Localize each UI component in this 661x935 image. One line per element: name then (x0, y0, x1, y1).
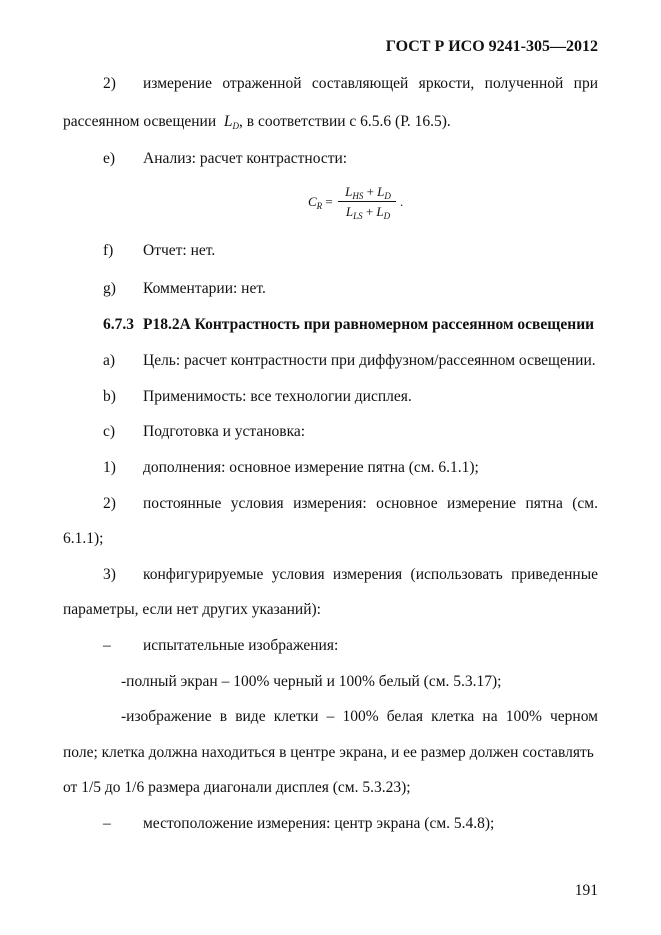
section-number: 6.7.3 (103, 316, 134, 333)
symbol-subscript: D (232, 121, 240, 131)
text-fragment: , в соответствии с 6.5.6 (Р. 16.5). (239, 113, 451, 130)
list-item-text: Отчет: нет. (143, 242, 216, 259)
list-item-text: измерение отраженной составляющей яркости, полученной при (143, 75, 598, 92)
list-item-text: постоянные условия измерения: основное измерение пятна (см. (143, 495, 598, 512)
formula-numerator: $L_{HS} + L_D$ (345, 184, 391, 201)
formula-lhs: $C_R$ = (308, 194, 333, 211)
list-marker: b) (103, 388, 116, 405)
list-item-text: испытательные изображения: (143, 637, 339, 654)
page-number: 191 (574, 882, 598, 899)
list-item-text: Подготовка и установка: (143, 423, 306, 440)
formula-denominator: $L_{LS} + L_D$ (345, 204, 391, 221)
list-item-continuation: 6.1.1); (63, 530, 104, 547)
list-item-text: Анализ: расчет контрастности: (143, 150, 348, 167)
list-item-text: Комментарии: нет. (143, 280, 266, 297)
list-item-text: Цель: расчет контрастности при диффузном/рассеянном освещении. (143, 352, 596, 369)
list-marker: 3) (103, 566, 116, 583)
section-title: Р18.2А Контрастность при равномерном рассеянном освещении (143, 316, 595, 333)
list-marker: a) (103, 352, 116, 369)
list-item-text: дополнения: основное измерение пятна (см. 6.1.1); (143, 459, 479, 476)
list-marker: 2) (103, 495, 116, 512)
list-marker: 2) (103, 75, 116, 92)
list-marker: f) (103, 242, 114, 259)
list-item-text: местоположение измерения: центр экрана (см. 5.4.8); (143, 815, 495, 832)
list-marker: g) (103, 280, 116, 297)
list-item-continuation: параметры, если нет других указаний): (63, 601, 321, 618)
dash-marker: – (103, 637, 111, 654)
fraction-bar (338, 201, 396, 202)
sub-item-text: -полный экран – 100% черный и 100% белый (см. 5.3.17); (121, 673, 502, 690)
symbol-L: L (223, 113, 233, 130)
list-marker: 1) (103, 459, 116, 476)
document-header: ГОСТ Р ИСО 9241-305—2012 (385, 38, 598, 55)
list-item-text: конфигурируемые условия измерения (использовать приведенные (143, 566, 598, 583)
sub-item-continuation: от 1/5 до 1/6 размера диагонали дисплея (см. 5.3.23); (63, 779, 411, 796)
sub-item-text: -изображение в виде клетки – 100% белая клетка на 100% черном (121, 708, 598, 725)
sub-item-continuation: поле; клетка должна находиться в центре экрана, и ее размер должен составлять (63, 744, 594, 761)
list-item-text: Применимость: все технологии дисплея. (143, 388, 412, 405)
list-marker: e) (103, 150, 116, 167)
list-marker: c) (103, 423, 116, 440)
text-fragment: рассеянном освещении (63, 113, 217, 130)
dash-marker: – (103, 815, 111, 832)
formula-end: . (400, 194, 404, 209)
list-item-continuation (63, 113, 451, 131)
